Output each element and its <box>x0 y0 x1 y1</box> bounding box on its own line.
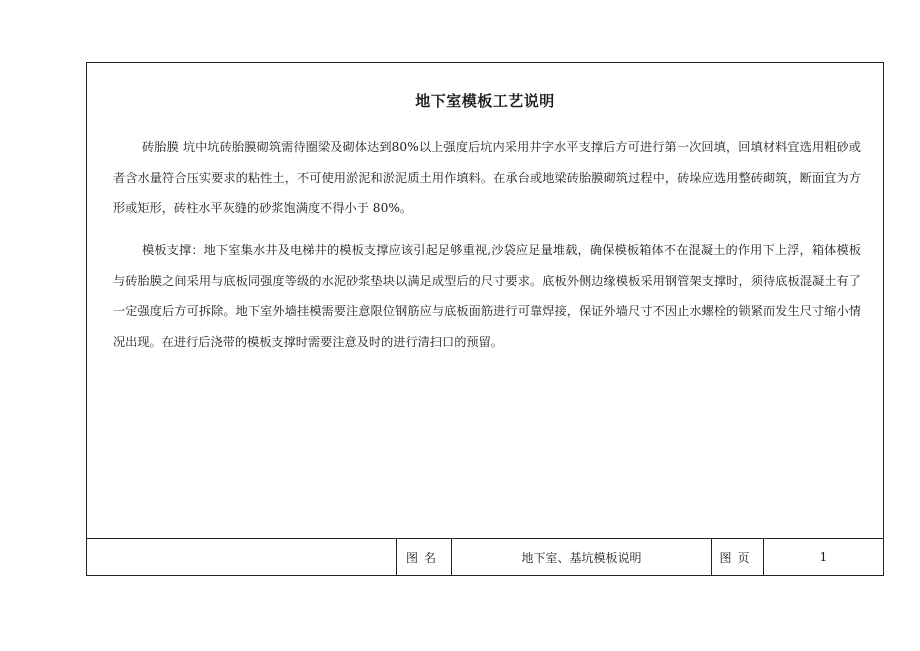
document-title: 地下室模板工艺说明 <box>415 92 555 110</box>
paragraph-brick-formwork: 砖胎膜 坑中坑砖胎膜砌筑需待圈梁及砌体达到80%以上强度后坑内采用井字水平支撑后方可进行第一次回填，回填材料宜选用粗砂或者含水量符合压实要求的粘性土，不可使用淤泥和淤泥质土用作填料。在承台或地梁砖胎膜砌筑过程中，砖垛应选用整砖砌筑，断面宜为方形或矩形，砖柱水平灰缝的砂浆饱满度不得小于 80%。 <box>113 140 861 215</box>
paragraph-formwork-support: 模板支撑：地下室集水井及电梯井的模板支撑应该引起足够重视,沙袋应足量堆载，确保模板箱体不在混凝土的作用下上浮，箱体模板与砖胎膜之间采用与底板同强度等级的水泥砂浆垫块以满足成型后的尺寸要求。底板外侧边缘模板采用钢管架支撑时，须待底板混凝土有了一定强度后方可拆除。地下室外墙挂模需要注意限位钢筋应与底板面筋进行可靠焊接，保证外墙尺寸不因止水螺栓的锁紧而发生尺寸缩小情况出现。在进行后浇带的模板支撑时需要注意及时的进行清扫口的预留。 <box>113 243 861 349</box>
drawing-sheet <box>86 62 884 576</box>
page-number: 1 <box>819 550 828 564</box>
title-block-blank-cell <box>87 539 397 575</box>
drawing-name-label: 图名 <box>397 539 452 575</box>
title-block <box>87 539 883 575</box>
drawing-name: 地下室、基坑模板说明 <box>452 539 712 575</box>
page-label: 图页 <box>712 539 764 575</box>
content-area <box>87 63 883 539</box>
